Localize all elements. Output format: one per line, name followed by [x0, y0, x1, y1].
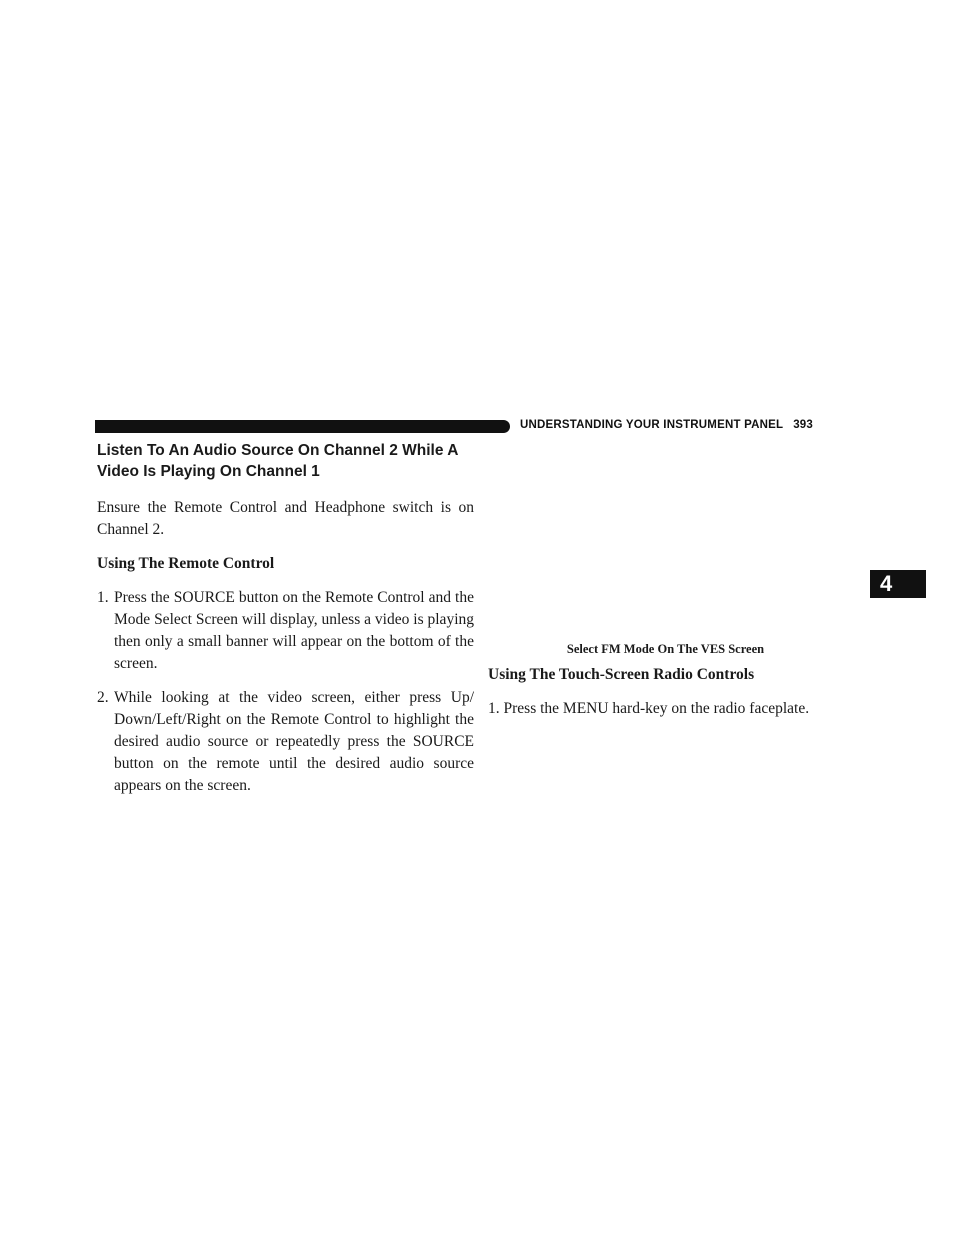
step-text: Press the SOURCE button on the Remote Control and the Mode Select Screen will display, unless a video is playing then only a small banner will appear on the bottom of the screen.	[114, 589, 474, 672]
figure-caption: Select FM Mode On The VES Screen	[566, 642, 765, 656]
section-heading: Listen To An Audio Source On Channel 2 While A Video Is Playing On Channel 1	[97, 442, 458, 480]
header-rule	[95, 420, 510, 433]
step-text: Press the MENU hard-key on the radio faceplate.	[503, 700, 810, 717]
subheading-remote-control: Using The Remote Control	[97, 555, 275, 572]
step-number: 1.	[97, 589, 109, 606]
intro-paragraph: Ensure the Remote Control and Headphone switch is on Channel 2.	[97, 499, 474, 538]
left-column	[97, 440, 474, 809]
right-column	[488, 640, 868, 720]
step-item	[97, 587, 474, 675]
step-item	[97, 687, 474, 797]
step-number: 1.	[488, 700, 500, 717]
step-item	[488, 698, 868, 720]
step-text: While looking at the video screen, either press Up/ Down/Left/Right on the Remote Control to highlight the desired audio source or repeatedly press the SOURCE button on the remote until the desired audio source appears on the screen.	[114, 689, 474, 794]
section-title: UNDERSTANDING YOUR INSTRUMENT PANEL	[520, 419, 784, 431]
page-number: 393	[793, 419, 813, 431]
chapter-tab: 4	[870, 570, 926, 598]
running-head	[520, 419, 865, 431]
subheading-touch-screen: Using The Touch-Screen Radio Controls	[488, 666, 755, 683]
step-number: 2.	[97, 689, 109, 706]
